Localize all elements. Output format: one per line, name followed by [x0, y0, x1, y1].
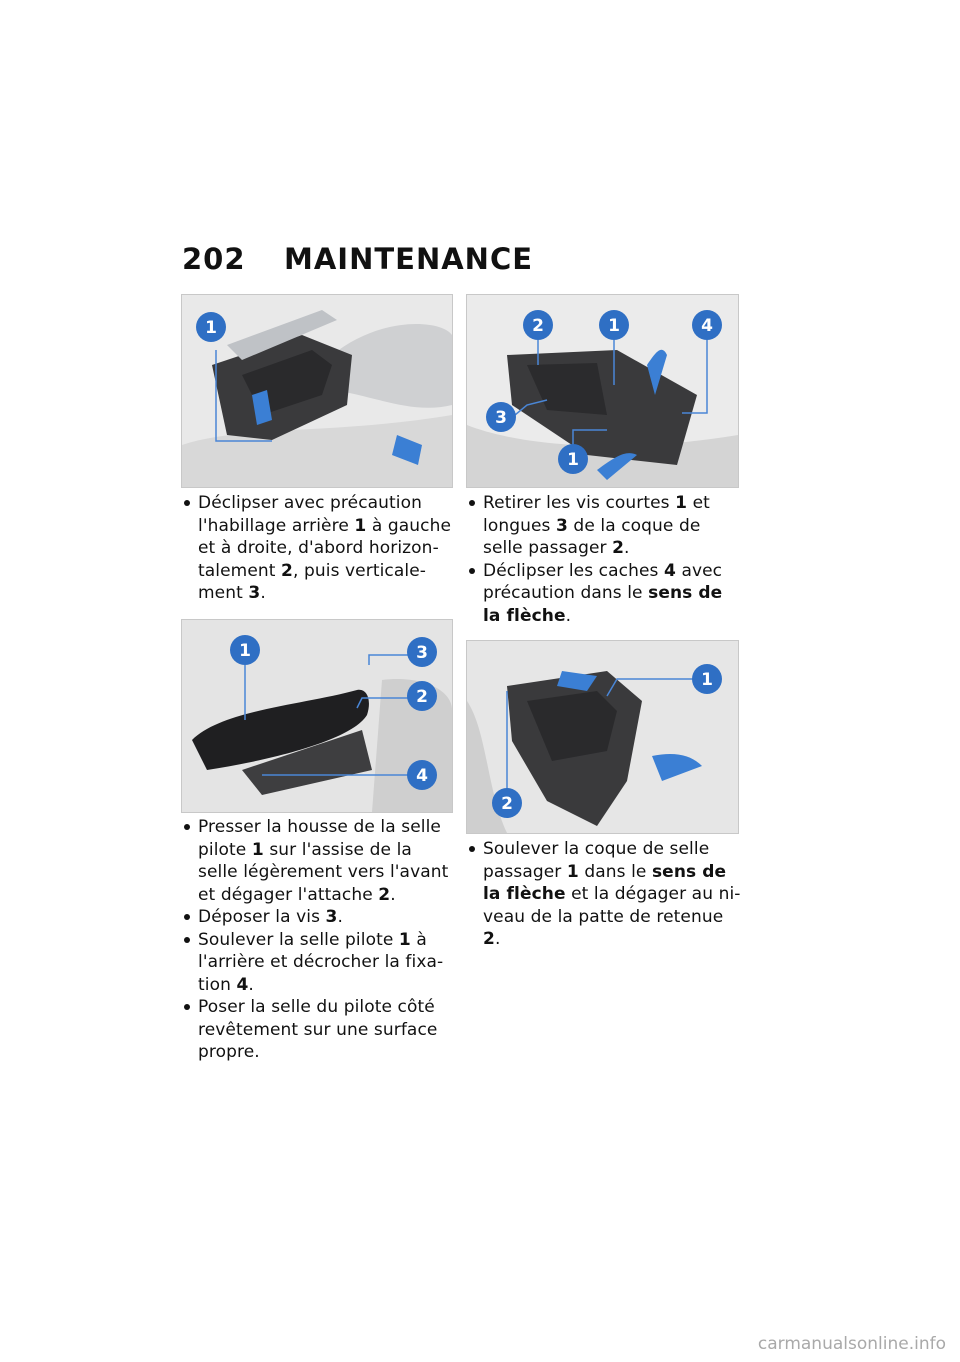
steps-column-left-bottom [184, 816, 456, 1064]
step-text: . [390, 884, 396, 905]
page-number: 202 [182, 242, 246, 276]
callout-2-label: 2 [416, 687, 428, 707]
steps-list-fig4 [469, 838, 741, 951]
step-text: Poser la selle du pilote côté revêtement sur une surface propre. [198, 997, 438, 1062]
step-text: . [248, 974, 254, 995]
step-emphasis: sens de la flèche [483, 861, 727, 904]
step-item [469, 560, 741, 628]
step-text: . [494, 929, 501, 949]
step-emphasis: 4 [236, 974, 249, 995]
figure-passenger-seat-shell [466, 640, 739, 834]
step-item [184, 929, 456, 997]
steps-list-fig2 [469, 492, 741, 627]
callout-1-lower-label: 1 [567, 450, 579, 470]
callout-1-label: 1 [608, 316, 620, 336]
step-emphasis: sens de la flèche [483, 583, 723, 626]
callout-3-label: 3 [416, 643, 428, 663]
steps-column-right-top [469, 492, 741, 627]
figure-passenger-seat-screws [466, 294, 739, 488]
figure-rear-trim-unclip [181, 294, 453, 488]
callout-1-label: 1 [701, 670, 713, 690]
step-text: , puis verticalement [198, 560, 426, 603]
step-item [184, 996, 456, 1064]
step-text: Déposer la vis [198, 907, 326, 927]
step-emphasis: 1 [398, 929, 411, 950]
step-text: . [565, 605, 572, 626]
step-text: de la coque de selle passager [483, 515, 701, 558]
callout-3-label: 3 [495, 408, 507, 428]
step-item [469, 492, 741, 560]
callout-1-label: 1 [205, 318, 217, 338]
step-emphasis: 3 [555, 515, 568, 536]
step-item [469, 838, 741, 951]
step-text: Déclipser les caches [483, 560, 664, 581]
step-text: et longues [483, 493, 710, 536]
step-item [184, 492, 456, 605]
page-header [182, 238, 533, 280]
callout-4-label: 4 [701, 316, 713, 336]
step-text: avec précaution dans le [483, 560, 723, 603]
step-text: Presser la housse de la selle pilote [198, 817, 441, 860]
figure-rider-seat [181, 619, 453, 813]
step-text: . [624, 538, 630, 558]
callout-4-label: 4 [416, 766, 428, 786]
steps-list-fig3 [184, 816, 456, 1064]
passenger-seat-shell-illustration [467, 641, 738, 833]
step-text: dans le [578, 861, 652, 882]
steps-column-left-top [184, 492, 456, 605]
step-text: Soulever la coque de selle passager [483, 839, 710, 882]
step-text: et la dégager au niveau de la patte de retenue [483, 884, 741, 927]
step-emphasis: 2 [612, 538, 625, 558]
step-text: Déclipser avec précaution l'habillage arrière [198, 493, 422, 536]
rear-trim-illustration [182, 295, 452, 487]
steps-column-right-bottom [469, 838, 741, 951]
step-emphasis: 4 [664, 560, 676, 581]
step-emphasis: 1 [354, 515, 367, 536]
step-item [184, 816, 456, 906]
watermark: carmanualsonline.info [757, 1334, 946, 1354]
step-item [184, 906, 456, 929]
step-emphasis: 3 [325, 907, 338, 927]
passenger-seat-screws-illustration [467, 295, 738, 487]
step-emphasis: 2 [378, 884, 391, 905]
step-emphasis: 2 [483, 929, 495, 949]
step-text: Retirer les vis courtes [483, 493, 676, 513]
step-text: Soulever la selle pilote [198, 929, 399, 950]
step-text: . [260, 583, 266, 603]
step-text: à l'arrière et décrocher la fixation [198, 929, 444, 995]
step-text: sur l'assise de la selle légèrement vers l'avant et dégager l'attache [198, 839, 449, 905]
step-emphasis: 1 [566, 861, 579, 882]
callout-2-label: 2 [532, 316, 544, 336]
step-emphasis: 1 [251, 839, 264, 860]
callout-2-label: 2 [501, 794, 513, 814]
callout-1-label: 1 [239, 641, 251, 661]
steps-list-fig1 [184, 492, 456, 605]
rider-seat-illustration [182, 620, 452, 812]
step-emphasis: 2 [281, 560, 293, 581]
step-emphasis: 3 [248, 583, 261, 603]
step-emphasis: 1 [675, 493, 688, 513]
step-text: . [337, 907, 343, 927]
step-text: à gauche et à droite, d'abord horizontalement [198, 515, 452, 581]
section-title: MAINTENANCE [284, 242, 534, 276]
